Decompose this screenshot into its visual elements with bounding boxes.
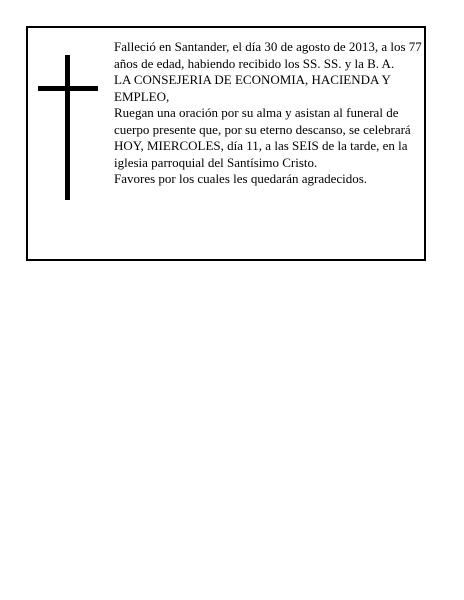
funeral-request: Ruegan una oración por su alma y asistan al funeral de cuerpo presente que, por su eterno descanso, se celebrará HOY, MIERCOLES, día 11, a las SEIS de la tarde, en la iglesia parroquial del Santísimo Cristo. — [114, 105, 411, 170]
closing-thanks: Favores por los cuales les quedarán agradecidos. — [114, 171, 368, 186]
cross-icon — [38, 55, 98, 200]
notice-body — [114, 39, 422, 188]
organization-name: LA CONSEJERIA DE ECONOMIA, HACIENDA Y EMPLEO, — [114, 72, 391, 104]
cross-horizontal-bar — [38, 86, 98, 91]
death-announcement: Falleció en Santander, el día 30 de agosto de 2013, a los 77 años de edad, habiendo recibido los SS. SS. y la B. A. — [114, 39, 422, 71]
obituary-notice — [26, 26, 426, 261]
cross-vertical-bar — [65, 55, 70, 200]
